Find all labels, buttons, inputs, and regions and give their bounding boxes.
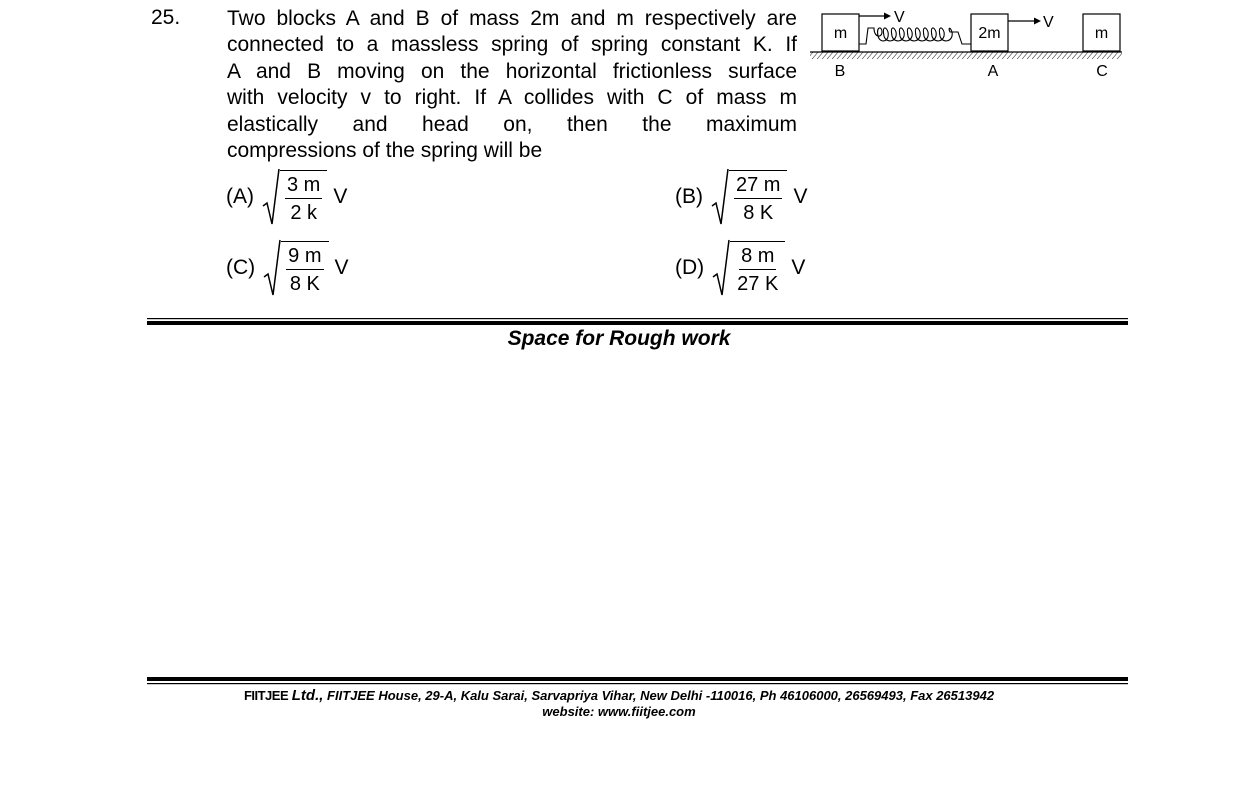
option-variable: V	[793, 185, 808, 208]
question-line: A and B moving on the horizontal frictionless surface	[227, 59, 797, 83]
blocks-spring-diagram	[808, 4, 1128, 86]
fraction	[286, 245, 323, 295]
footer-address-line	[0, 688, 1238, 704]
fraction	[285, 174, 322, 224]
label-b: B	[834, 63, 846, 80]
square-root	[262, 168, 327, 226]
option-variable: V	[334, 256, 349, 279]
label-c: C	[1096, 63, 1108, 80]
question-line: Two blocks A and B of mass 2m and m respectively are	[227, 7, 797, 30]
square-root	[712, 239, 785, 297]
question-line: elastically and head on, then the maximum	[227, 112, 797, 136]
denominator: 2 k	[290, 201, 318, 224]
numerator: 27 m	[734, 174, 782, 199]
numerator: 3 m	[285, 174, 322, 199]
option-letter: (B)	[675, 185, 703, 208]
spring	[859, 28, 971, 44]
option-a[interactable]	[226, 168, 347, 226]
question-line: connected to a massless spring of spring constant K. If	[227, 33, 797, 57]
question-line: compressions of the spring will be	[227, 139, 543, 163]
option-letter: (A)	[226, 185, 254, 208]
radical-sign-icon	[712, 239, 730, 297]
rough-work-top-rule	[147, 318, 1128, 326]
denominator: 27 K	[737, 272, 779, 295]
rough-work-heading: Space for Rough work	[507, 327, 731, 350]
numerator: 9 m	[286, 245, 323, 270]
option-variable: V	[791, 256, 806, 279]
footer-rule	[147, 677, 1128, 685]
block-a-mass: 2m	[978, 25, 1001, 42]
question-line: with velocity v to right. If A collides with C of mass m	[227, 86, 797, 110]
denominator: 8 K	[743, 201, 774, 224]
question-text	[227, 6, 797, 164]
footer-address: FIITJEE House, 29-A, Kalu Sarai, Sarvapriya Vihar, New Delhi -110016, Ph 46106000, 26569493, Fax 26513942	[327, 688, 995, 703]
velocity-arrowhead-a	[1034, 18, 1041, 25]
option-variable: V	[333, 185, 348, 208]
fraction	[734, 174, 782, 224]
option-b[interactable]	[675, 168, 807, 226]
radical-sign-icon	[263, 239, 281, 297]
label-a: A	[987, 63, 999, 80]
footer	[0, 688, 1238, 720]
velocity-label-a: V	[1043, 14, 1054, 31]
option-letter: (D)	[675, 256, 705, 279]
ground-hatch	[810, 52, 1122, 59]
square-root	[711, 168, 787, 226]
footer-website: website: www.fiitjee.com	[542, 704, 696, 719]
option-letter: (C)	[226, 256, 256, 279]
radical-sign-icon	[262, 168, 280, 226]
denominator: 8 K	[289, 272, 320, 295]
question-number: 25.	[151, 6, 181, 29]
block-b-mass: m	[833, 25, 848, 42]
numerator: 8 m	[739, 245, 776, 270]
radical-sign-icon	[711, 168, 729, 226]
fraction	[735, 245, 780, 295]
velocity-arrowhead-b	[884, 13, 891, 20]
footer-brand: FIITJEE	[243, 688, 289, 703]
square-root	[263, 239, 328, 297]
option-c[interactable]	[226, 239, 349, 297]
velocity-label-b: V	[894, 9, 905, 26]
option-d[interactable]	[675, 239, 805, 297]
footer-ltd: Ltd.,	[291, 687, 324, 704]
block-c-mass: m	[1094, 25, 1109, 42]
